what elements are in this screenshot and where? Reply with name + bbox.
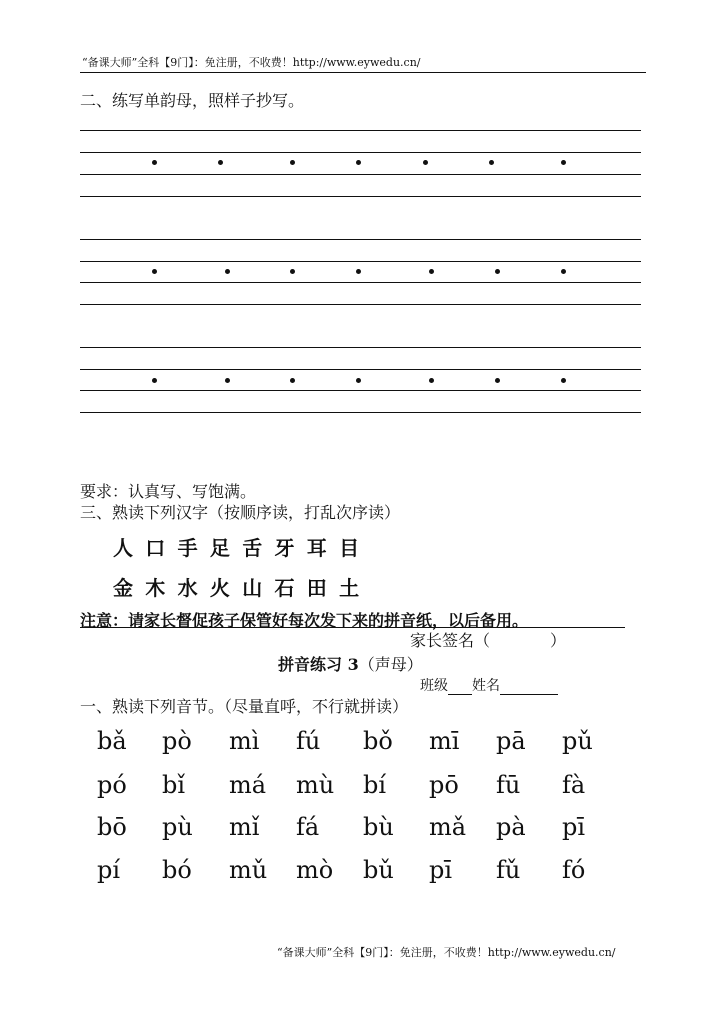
pinyin-syllable: fà bbox=[562, 771, 586, 799]
pinyin-syllable: fú bbox=[296, 727, 321, 755]
class-name-line bbox=[420, 675, 558, 695]
writing-line bbox=[80, 196, 641, 197]
hanzi-char: 金 bbox=[113, 576, 133, 600]
writing-line bbox=[80, 152, 641, 153]
pinyin-syllable: bí bbox=[363, 771, 387, 799]
pinyin-syllable: fó bbox=[562, 856, 586, 884]
pinyin-syllable: bō bbox=[97, 813, 127, 841]
pinyin-syllable: pī bbox=[562, 813, 586, 841]
pinyin-syllable: pà bbox=[496, 813, 526, 841]
pinyin-syllable: bǔ bbox=[363, 856, 394, 884]
parent-signature bbox=[410, 628, 566, 651]
pinyin-syllable: pī bbox=[429, 856, 453, 884]
pinyin-syllable: fá bbox=[296, 813, 320, 841]
hanzi-char: 耳 bbox=[306, 536, 327, 560]
guide-dot bbox=[429, 378, 434, 383]
page-footer: “备课大师”全科【9门】：免注册，不收费！http://www.eywedu.cn/ bbox=[277, 946, 616, 959]
guide-dot bbox=[423, 160, 428, 165]
writing-line bbox=[80, 130, 641, 131]
writing-line bbox=[80, 239, 641, 240]
guide-dot bbox=[152, 269, 157, 274]
guide-dot bbox=[152, 378, 157, 383]
hanzi-char: 手 bbox=[177, 536, 198, 560]
pinyin-syllable: mǎ bbox=[429, 813, 467, 841]
hanzi-char: 水 bbox=[177, 576, 198, 600]
notice-text: 注意：请家长督促孩子保管好每次发下来的拼音纸，以后备用。 bbox=[80, 611, 529, 630]
pinyin-syllable: mī bbox=[429, 727, 460, 755]
pinyin-syllable: pō bbox=[429, 771, 459, 799]
pinyin-syllable: fū bbox=[496, 771, 521, 799]
guide-dot bbox=[218, 160, 223, 165]
pinyin-syllable: fǔ bbox=[496, 856, 521, 884]
hanzi-char: 口 bbox=[145, 536, 166, 560]
section3-title: 三、熟读下列汉字（按顺序读，打乱次序读） bbox=[80, 503, 401, 522]
hanzi-char: 目 bbox=[339, 536, 360, 560]
parent-signature-label: 家长签名（ bbox=[410, 631, 491, 650]
header-rule bbox=[80, 72, 646, 73]
hanzi-char: 牙 bbox=[274, 536, 295, 560]
hanzi-char: 火 bbox=[209, 576, 230, 600]
guide-dot bbox=[225, 269, 230, 274]
writing-line bbox=[80, 174, 641, 175]
guide-dot bbox=[561, 269, 566, 274]
class-field[interactable] bbox=[448, 678, 472, 695]
guide-dot bbox=[356, 269, 361, 274]
parent-signature-close: ） bbox=[550, 631, 567, 650]
writing-line bbox=[80, 390, 641, 391]
guide-dot bbox=[495, 269, 500, 274]
guide-dot bbox=[356, 378, 361, 383]
section2-title: 二、练写单韵母，照样子抄写。 bbox=[80, 91, 305, 110]
guide-dot bbox=[152, 160, 157, 165]
writing-line bbox=[80, 282, 641, 283]
hanzi-char: 土 bbox=[339, 576, 360, 600]
hanzi-char: 木 bbox=[145, 576, 166, 600]
pinyin-syllable: má bbox=[229, 771, 267, 799]
writing-line bbox=[80, 261, 641, 262]
pinyin-syllable: bó bbox=[162, 856, 192, 884]
guide-dot bbox=[290, 269, 295, 274]
writing-line bbox=[80, 412, 641, 413]
hanzi-char: 舌 bbox=[242, 536, 263, 560]
pinyin-syllable: pā bbox=[496, 727, 526, 755]
hanzi-row-1 bbox=[113, 532, 371, 561]
pinyin-syllable: mǔ bbox=[229, 856, 268, 884]
name-label: 姓名 bbox=[472, 678, 500, 694]
guide-dot bbox=[356, 160, 361, 165]
guide-dot bbox=[290, 378, 295, 383]
pinyin-syllable: mò bbox=[296, 856, 334, 884]
writing-line bbox=[80, 304, 641, 305]
pinyin-syllable: mì bbox=[229, 727, 260, 755]
guide-dot bbox=[489, 160, 494, 165]
hanzi-char: 石 bbox=[274, 576, 295, 600]
pinyin-syllable: bǐ bbox=[162, 771, 186, 799]
hanzi-char: 足 bbox=[209, 536, 230, 560]
pinyin-syllable: pò bbox=[162, 727, 192, 755]
pinyin-syllable: bǒ bbox=[363, 727, 393, 755]
lesson-heading bbox=[278, 652, 423, 675]
section1-title: 一、熟读下列音节。（尽量直呼，不行就拼读） bbox=[80, 697, 409, 716]
hanzi-row-2 bbox=[113, 572, 371, 601]
hanzi-char: 山 bbox=[242, 576, 263, 600]
class-label: 班级 bbox=[420, 678, 448, 694]
guide-dot bbox=[225, 378, 230, 383]
name-field[interactable] bbox=[500, 678, 558, 695]
guide-dot bbox=[561, 378, 566, 383]
page-header: “备课大师”全科【9门】：免注册，不收费！http://www.eywedu.cn/ bbox=[82, 56, 421, 69]
pinyin-syllable: bǎ bbox=[97, 727, 127, 755]
lesson-subtitle: （声母） bbox=[358, 655, 423, 674]
hanzi-char: 人 bbox=[113, 536, 133, 560]
writing-line bbox=[80, 347, 641, 348]
pinyin-syllable: mù bbox=[296, 771, 335, 799]
pinyin-syllable: pù bbox=[162, 813, 193, 841]
hanzi-char: 田 bbox=[306, 576, 327, 600]
guide-dot bbox=[561, 160, 566, 165]
pinyin-syllable: pó bbox=[97, 771, 127, 799]
pinyin-syllable: pǔ bbox=[562, 727, 593, 755]
writing-line bbox=[80, 369, 641, 370]
lesson-title: 拼音练习 3 bbox=[278, 655, 359, 674]
requirement-text: 要求：认真写、写饱满。 bbox=[80, 482, 257, 501]
guide-dot bbox=[429, 269, 434, 274]
pinyin-syllable: bù bbox=[363, 813, 394, 841]
guide-dot bbox=[495, 378, 500, 383]
pinyin-syllable: mǐ bbox=[229, 813, 260, 841]
pinyin-syllable: pí bbox=[97, 856, 121, 884]
guide-dot bbox=[290, 160, 295, 165]
